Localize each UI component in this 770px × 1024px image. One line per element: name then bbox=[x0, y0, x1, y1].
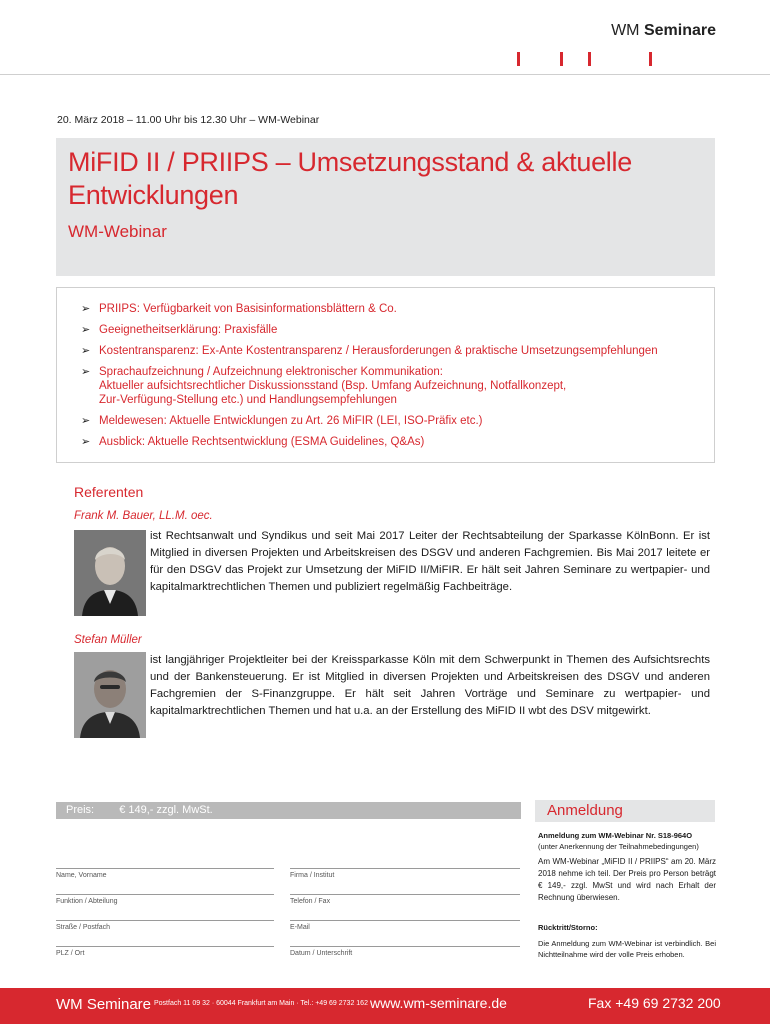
function-field-label: Funktion / Abteilung bbox=[56, 898, 118, 905]
footer-bar bbox=[0, 988, 770, 1024]
portrait-icon bbox=[74, 530, 146, 616]
function-field[interactable] bbox=[56, 894, 274, 895]
brand-prefix: WM bbox=[611, 22, 640, 39]
speaker-bio: ist langjähriger Projektleiter bei der Kreissparkasse Köln mit dem Schwerpunkt in Themen des Aufsichtsrechts und der Bankensteuerung. Er ist Mitglied in diversen Projekten und Arbeitskreisen des DSGV und anderen Fachgremien der S-Finanzgruppe. Er hält seit Jahren Vorträge und Seminare zu wertpapier- und kapitalmarktrechtlichen Themen und hat u.a. an der Erstellung des MiFID II wbt des DSV mitgewirkt. bbox=[150, 654, 710, 717]
speaker-photo bbox=[74, 652, 146, 738]
speaker-bio: ist Rechtsanwalt und Syndikus und seit Mai 2017 Leiter der Rechtsabteilung der Sparkasse KölnBonn. Er ist Mitglied in diversen Projekten und Arbeitskreisen des DSGV und anderen Fachgremien. Bis Mai 2017 leitete er für den DSGV das Projekt zur Umsetzung der MiFID II/MiFIR. Er hält seit Jahren Seminare zu wertpapier- und kapitalmarktrechtlichen Themen und publiziert regelmäßig Fachbeiträge. bbox=[150, 530, 710, 593]
page-subtitle: WM-Webinar bbox=[68, 222, 167, 241]
speaker-photo bbox=[74, 530, 146, 616]
list-item: ➢ PRIIPS: Verfügbarkeit von Basisinformationsblättern & Co. bbox=[81, 303, 397, 315]
arrow-bullet-icon: ➢ bbox=[81, 415, 91, 427]
street-field[interactable] bbox=[56, 920, 274, 921]
price-bar bbox=[56, 802, 521, 819]
footer-fax: Fax +49 69 2732 200 bbox=[588, 995, 721, 1011]
portrait-icon bbox=[74, 652, 146, 738]
arrow-bullet-icon: ➢ bbox=[81, 324, 91, 336]
phone-field-label: Telefon / Fax bbox=[290, 898, 331, 905]
list-item: ➢ Sprachaufzeichnung / Aufzeichnung elektronischer Kommunikation: Aktueller aufsichtsrechtlicher Diskussionsstand (Bsp. Umfang Aufzeichnung, Notfallkonzept, Zur-Verfügung-Stellung etc.) und Handlungsempfehlungen bbox=[81, 366, 567, 406]
list-item: ➢ Meldewesen: Aktuelle Entwicklungen zu Art. 26 MiFIR (LEI, ISO-Präfix etc.) bbox=[81, 415, 483, 427]
arrow-bullet-icon: ➢ bbox=[81, 366, 91, 378]
registration-heading: Anmeldung bbox=[547, 802, 623, 819]
brand-tick bbox=[517, 52, 520, 66]
email-field-label: E-Mail bbox=[290, 924, 310, 931]
company-field-label: Firma / Institut bbox=[290, 872, 335, 879]
speaker-name: Stefan Müller bbox=[74, 634, 142, 646]
email-field[interactable] bbox=[290, 920, 520, 921]
arrow-bullet-icon: ➢ bbox=[81, 303, 91, 315]
brand-tick bbox=[588, 52, 591, 66]
street-field-label: Straße / Postfach bbox=[56, 924, 111, 931]
city-field-label: PLZ / Ort bbox=[56, 950, 85, 957]
footer-address: Postfach 11 09 32 · 60044 Frankfurt am Main · Tel.: +49 69 2732 162 bbox=[154, 1000, 368, 1007]
name-field[interactable] bbox=[56, 868, 274, 869]
footer-website-link[interactable]: www.wm-seminare.de bbox=[370, 995, 507, 1011]
company-field[interactable] bbox=[290, 868, 520, 869]
page-title bbox=[68, 146, 703, 212]
price-label: Preis: bbox=[66, 804, 95, 816]
topic-list bbox=[56, 287, 715, 463]
city-field[interactable] bbox=[56, 946, 274, 947]
list-item: ➢ Kostentransparenz: Ex-Ante Kostentransparenz / Herausforderungen & praktische Umsetzungsempfehlungen bbox=[81, 345, 658, 357]
registration-heading-box bbox=[535, 800, 715, 822]
event-date-line: 20. März 2018 – 11.00 Uhr bis 12.30 Uhr – WM-Webinar bbox=[57, 114, 320, 126]
arrow-bullet-icon: ➢ bbox=[81, 345, 91, 357]
brand-tick bbox=[560, 52, 563, 66]
footer-brand: WM Seminare bbox=[56, 996, 152, 1013]
cancel-text: Die Anmeldung zum WM-Webinar ist verbindlich. Bei Nichtteilnahme wird der volle Preis erhoben. bbox=[538, 939, 716, 959]
cancel-heading: Rücktritt/Storno: bbox=[538, 923, 598, 932]
header-divider bbox=[0, 74, 770, 75]
registration-reference: Anmeldung zum WM-Webinar Nr. S18-964O (unter Anerkennung der Teilnahmebedingungen) bbox=[538, 831, 699, 851]
price-value: € 149,- zzgl. MwSt. bbox=[119, 804, 213, 816]
name-field-label: Name, Vorname bbox=[56, 872, 107, 879]
signature-field[interactable] bbox=[290, 946, 520, 947]
hero-banner bbox=[56, 138, 715, 276]
phone-field[interactable] bbox=[290, 894, 520, 895]
speaker-name: Frank M. Bauer, LL.M. oec. bbox=[74, 510, 213, 522]
arrow-bullet-icon: ➢ bbox=[81, 436, 91, 448]
list-item: ➢ Geeignetheitserklärung: Praxisfälle bbox=[81, 324, 278, 336]
speakers-heading: Referenten bbox=[74, 484, 144, 500]
brand-tick bbox=[649, 52, 652, 66]
brand-bold: Seminare bbox=[643, 22, 716, 39]
title-line-2: Entwicklungen bbox=[68, 180, 239, 210]
signature-field-label: Datum / Unterschrift bbox=[290, 950, 353, 957]
title-line-1: MiFID II / PRIIPS – Umsetzungsstand & aktuelle bbox=[68, 147, 632, 177]
list-item: ➢ Ausblick: Aktuelle Rechtsentwicklung (ESMA Guidelines, Q&As) bbox=[81, 436, 425, 448]
brand-logo bbox=[611, 22, 716, 40]
registration-text: Am WM-Webinar „MiFID II / PRIIPS“ am 20. März 2018 nehme ich teil. Der Preis pro Person beträgt € 149,- zzgl. MwSt und wird nach Erhalt der Rechnung überwiesen. bbox=[538, 857, 716, 902]
